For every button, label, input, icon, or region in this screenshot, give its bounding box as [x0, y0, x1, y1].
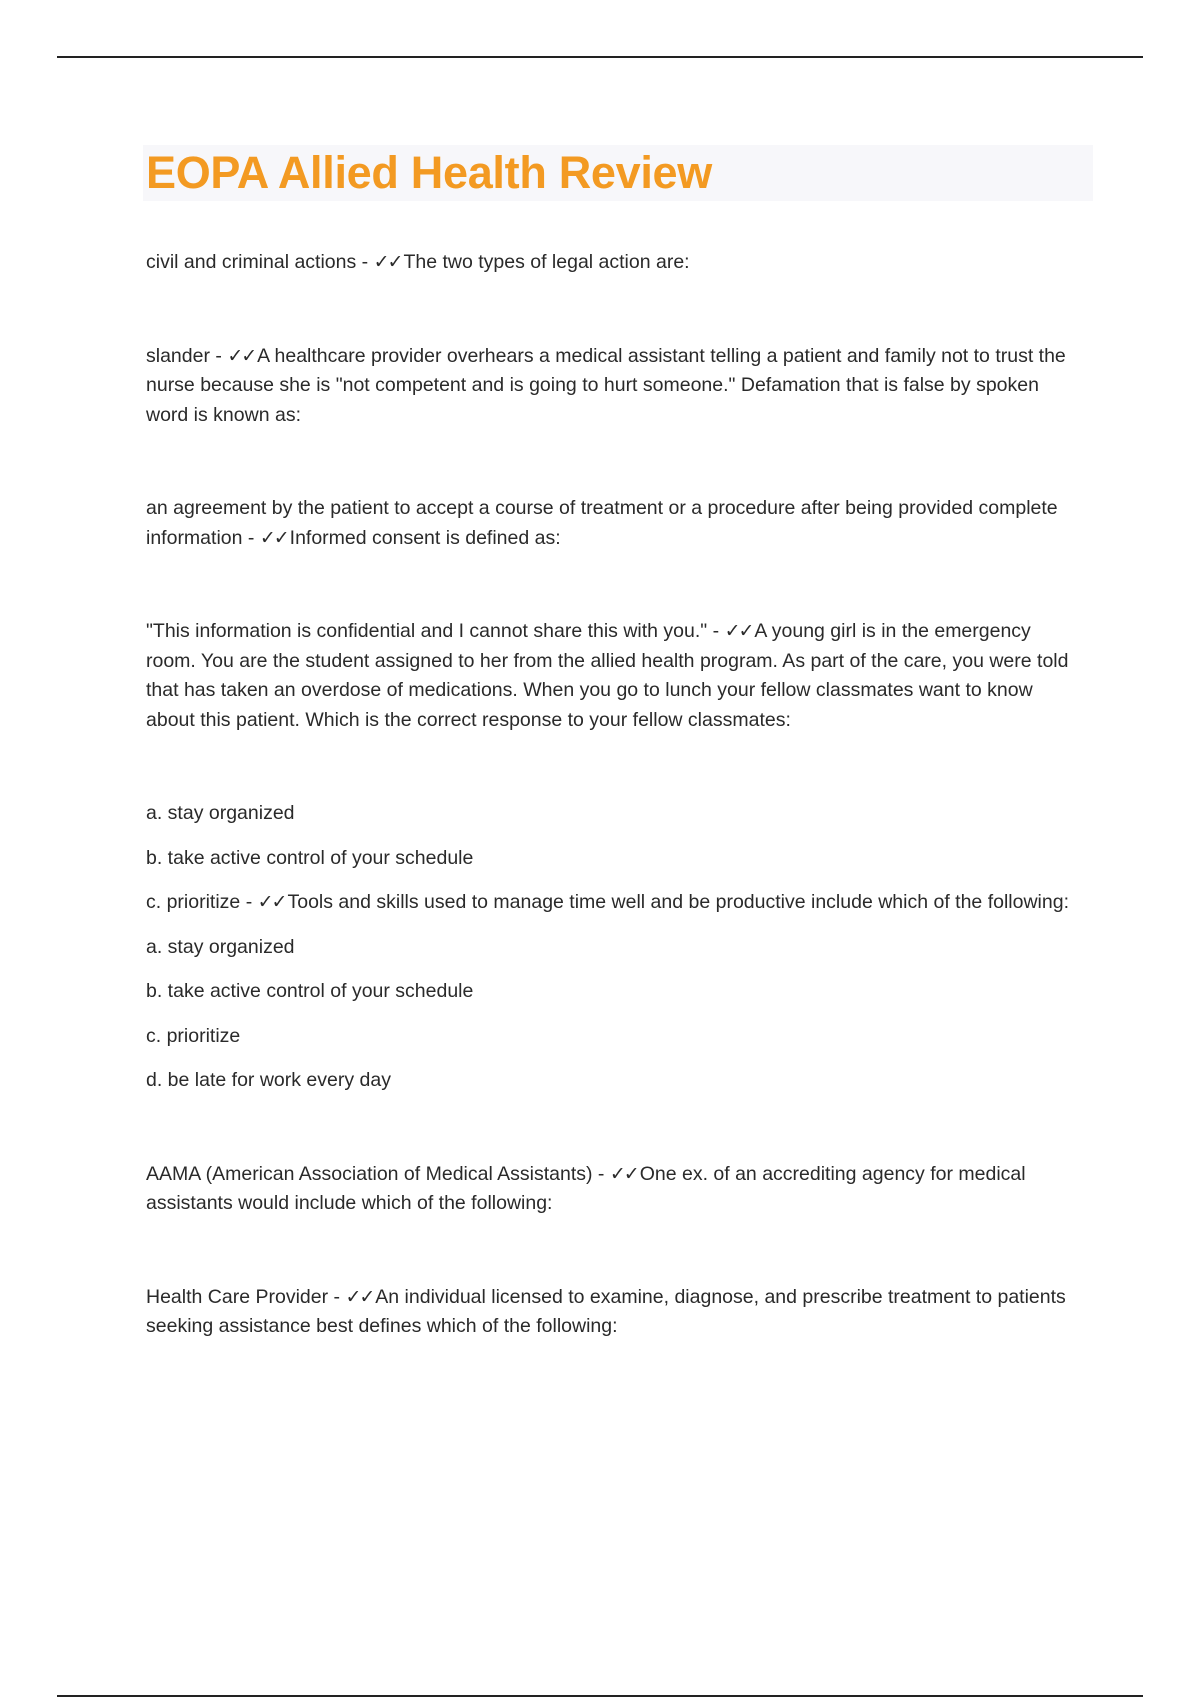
card-definition: One ex. of an accrediting agency for medical assistants would include which of the following: — [146, 1162, 1026, 1214]
double-check-icon: ✓✓ — [259, 526, 288, 549]
card-term: "This information is confidential and I cannot share this with you." — [146, 620, 708, 642]
flashcard-2: slander - ✓✓ A healthcare provider overhears a medical assistant telling a patient and family not to trust the nurse because she is "not competent and is going to hurt someone." Defamation that is false by spoken word is known as: — [146, 344, 1066, 426]
flashcard-1: civil and criminal actions - ✓✓ The two types of legal action are: — [146, 251, 690, 273]
header-rule — [57, 56, 1143, 58]
option-line: a. stay organized — [146, 935, 295, 958]
card-definition: Informed consent is defined as: — [289, 526, 561, 549]
flashcard-list — [146, 248, 1086, 1342]
title-band — [143, 145, 1093, 201]
option-line: b. take active control of your schedule — [146, 980, 474, 1002]
card-definition: A young girl is in the emergency room. You are the student assigned to her from the allied health program. As part of the care, you were told that has taken an overdose of medications. When you go to lunch your fellow classmates want to know about this patient. Which is the correct response to your fellow classmates: — [146, 620, 1069, 731]
card-definition: An individual licensed to examine, diagnose, and prescribe treatment to patients seeking assistance best defines which of the following: — [146, 1285, 1066, 1337]
option-line: a. stay organized — [146, 802, 295, 824]
flashcard-7: Health Care Provider - ✓✓ An individual licensed to examine, diagnose, and prescribe treatment to patients seeking assistance best defines which of the following: — [146, 1285, 1066, 1337]
option-line: d. be late for work every day — [146, 1069, 391, 1091]
card-term: c. prioritize — [146, 891, 241, 913]
double-check-icon: ✓✓ — [609, 1162, 638, 1185]
card-term: civil and criminal actions — [146, 251, 357, 273]
card-definition: Tools and skills used to manage time well and be productive include which of the following: — [287, 891, 1069, 913]
option-line: b. take active control of your schedule — [146, 846, 474, 869]
double-check-icon: ✓✓ — [257, 891, 286, 913]
card-term: AAMA (American Association of Medical Assistants) — [146, 1162, 593, 1185]
double-check-icon: ✓✓ — [345, 1285, 374, 1308]
footer-rule — [57, 1695, 1143, 1697]
double-check-icon: ✓✓ — [227, 344, 256, 367]
card-definition: The two types of legal action are: — [403, 251, 690, 273]
flashcard-5 — [146, 799, 1086, 1096]
flashcard-4: "This information is confidential and I cannot share this with you." - ✓✓ A young girl is in the emergency room. You are the student assigned to her from the allied health program. As part of the care, you were told that has taken an overdose of medications. When you go to lunch your fellow classmates want to know about this patient. Which is the correct response to your fellow classmates: — [146, 620, 1069, 731]
card-term: slander — [146, 344, 210, 367]
double-check-icon: ✓✓ — [724, 620, 753, 642]
page-title: EOPA Allied Health Review — [146, 147, 712, 198]
option-line: c. prioritize — [146, 1024, 241, 1047]
card-definition: A healthcare provider overhears a medical assistant telling a patient and family not to trust the nurse because she is "not competent and is going to hurt someone." Defamation that is false by spoken word is known as: — [146, 344, 1066, 426]
card-term: Health Care Provider — [146, 1285, 329, 1308]
flashcard-6: AAMA (American Association of Medical Assistants) - ✓✓ One ex. of an accrediting agency for medical assistants would include which of the following: — [146, 1162, 1026, 1214]
flashcard-3: an agreement by the patient to accept a course of treatment or a procedure after being provided complete information - ✓✓ Informed consent is defined as: — [146, 497, 1058, 549]
double-check-icon: ✓✓ — [373, 251, 402, 273]
card-term: an agreement by the patient to accept a course of treatment or a procedure after being provided complete information — [146, 497, 1058, 549]
card-line: c. prioritize - ✓✓ Tools and skills used to manage time well and be productive include which of the following: — [146, 891, 1069, 913]
